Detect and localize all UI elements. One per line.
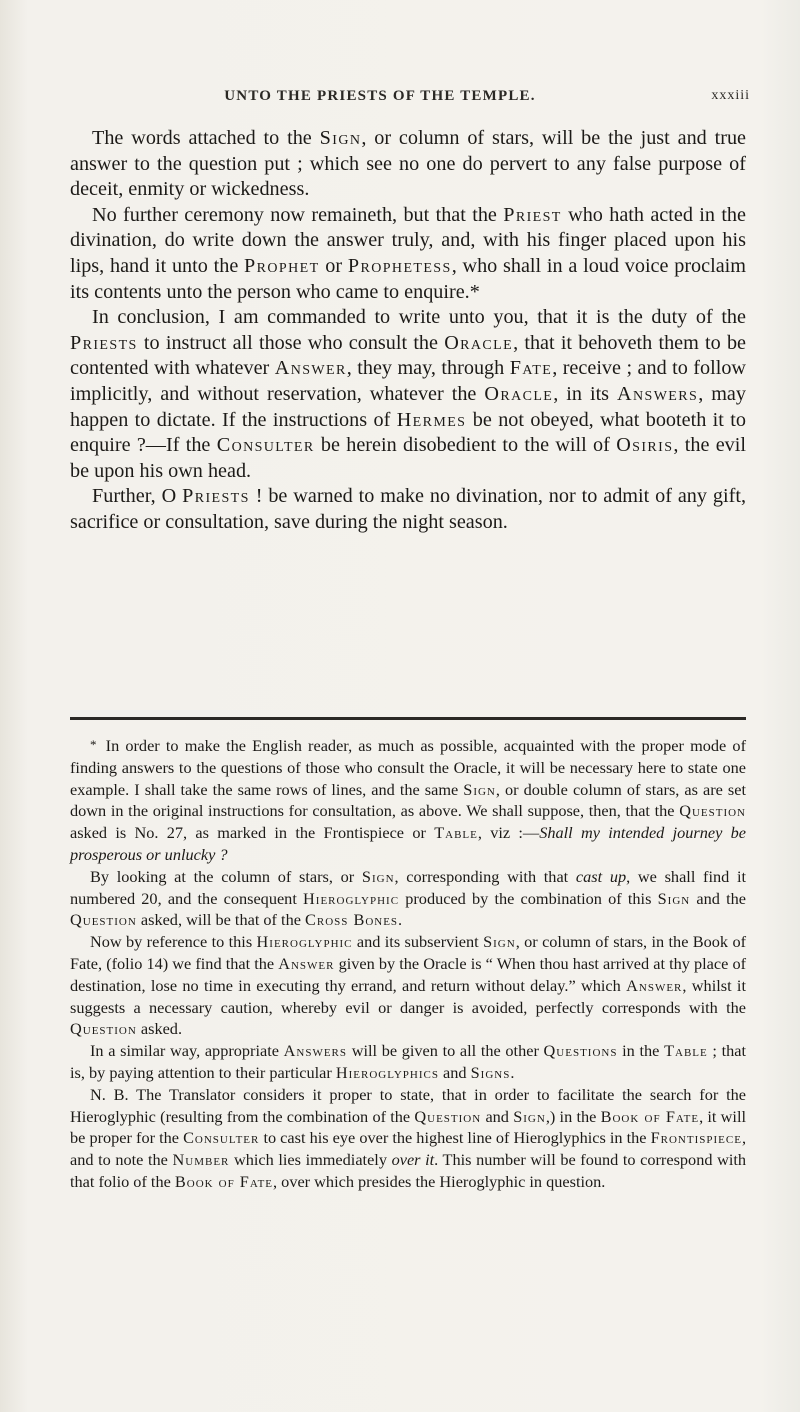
footnote-paragraph-5: N. B. The Translator considers it proper to state, that in order to facilitate the search for the Hieroglyphic (resulting from the combination of the Question and Sign,) in the Book of Fate, it will be proper for the Consulter to cast his eye over the highest line of Hieroglyphics in the Frontispiece, and to note the Number which lies immediately over it. This number will be found to correspond with that folio of the Book of Fate, over which presides the Hieroglyphic in question. — [70, 1084, 747, 1191]
footnote-paragraph-3: Now by reference to this Hieroglyphic and its subservient Sign, or column of stars, in the Book of Fate, (folio 14) we find that the Answer given by the Oracle is “ When thou hast arrived at thy place of destination, lose no time in executing thy errand, and return without delay.” which Answer, whilst it suggests a necessary caution, whereby evil or danger is avoided, perfectly corresponds with the Question asked. — [70, 932, 747, 1039]
footnote-divider — [70, 717, 746, 720]
footnote-paragraph-4: In a similar way, appropriate Answers will be given to all the other Questions in the Table ; that is, by paying attention to their particular Hieroglyphics and Signs. — [70, 1041, 747, 1082]
footnote-paragraph-1: * In order to make the English reader, as much as possible, acquainted with the proper mode of finding answers to the questions of those who consult the Oracle, it will be necessary here to state one example. I shall take the same rows of lines, and the same Sign, or double column of stars, as are set down in the original instructions for consultation, as above. We shall suppose, then, that the Question asked is No. 27, as marked in the Frontispiece or Table, viz :—Shall my intended journey be prosperous or unlucky ? — [70, 736, 747, 864]
footnotes — [70, 734, 746, 1193]
paragraph-2: No further ceremony now remaineth, but that the Priest who hath acted in the divination, do write down the answer truly, and, with his finger placed upon his lips, hand it unto the Prophet or Prophetess, who shall in a loud voice proclaim its contents unto the person who came to enquire.* — [70, 203, 746, 303]
paragraph-1: The words attached to the Sign, or column of stars, will be the just and true answer to the question put ; which see no one do pervert to any false purpose of deceit, enmity or wickedness. — [70, 127, 747, 201]
page-header — [0, 88, 800, 112]
paragraph-4: Further, O Priests ! be warned to make no divination, nor to admit of any gift, sacrifice or consultation, save during the night season. — [70, 485, 746, 533]
running-head: UNTO THE PRIESTS OF THE TEMPLE. — [224, 88, 536, 104]
main-text — [70, 126, 746, 536]
page-number: xxxiii — [711, 88, 750, 103]
footnote-paragraph-2: By looking at the column of stars, or Sign, corresponding with that cast up, we shall find it numbered 20, and the consequent Hieroglyphic produced by the combination of this Sign and the Question asked, will be that of the Cross Bones. — [70, 866, 747, 930]
paragraph-3: In conclusion, I am commanded to write unto you, that it is the duty of the Priests to instruct all those who consult the Oracle, that it behoveth them to be contented with whatever Answer, they may, through Fate, receive ; and to follow implicitly, and without reservation, whatever the Oracle, in its Answers, may happen to dictate. If the instructions of Hermes be not obeyed, what booteth it to enquire ?—If the Consulter be herein disobedient to the will of Osiris, the evil be upon his own head. — [70, 306, 747, 482]
footnote-mark: * — [90, 737, 97, 752]
